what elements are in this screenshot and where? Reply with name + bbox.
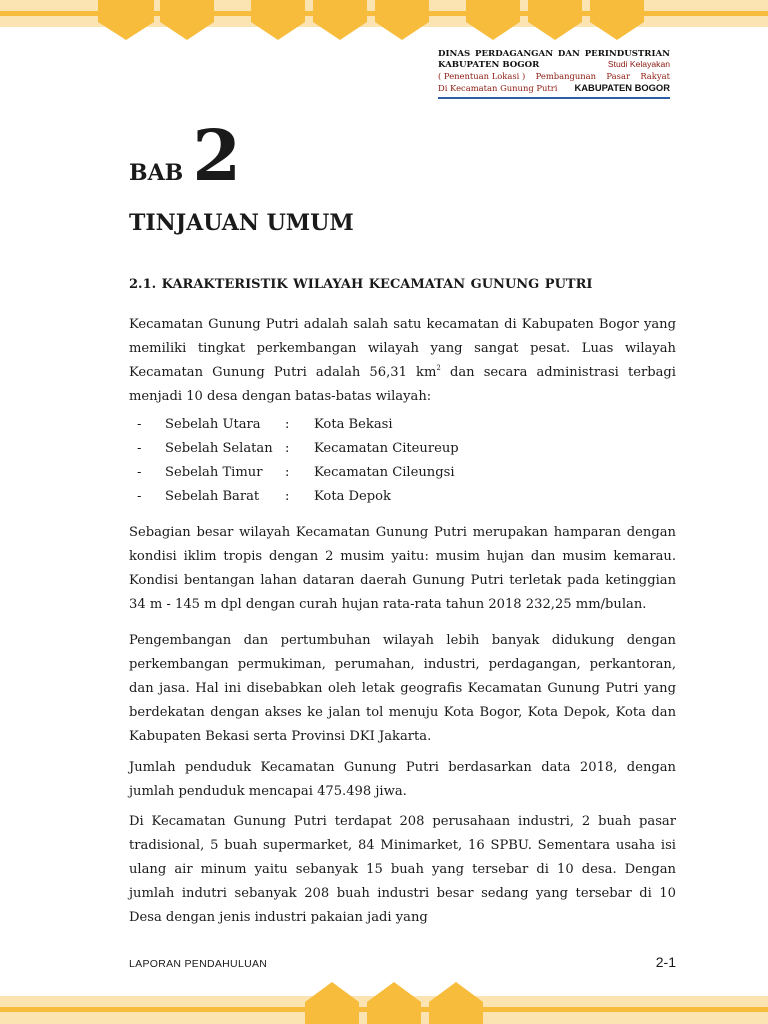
boundary-item-east: - Sebelah Timur : Kecamatan Cileungsi	[137, 465, 455, 480]
boundary-item-west: - Sebelah Barat : Kota Depok	[137, 489, 391, 504]
boundary-item-north: - Sebelah Utara : Kota Bekasi	[137, 417, 393, 432]
boundary-item-south: - Sebelah Selatan : Kecamatan Citeureup	[137, 441, 459, 456]
subtitle-line: ( Penentuan Lokasi ) Pembangunan Pasar Rakyat	[438, 71, 670, 81]
paragraph-area: Kecamatan Gunung Putri adalah salah satu kecamatan di Kabupaten Bogor yang memiliki tingkat perkembangan wilayah yang sangat pesat. Luas wilayah Kecamatan Gunung Putri adalah 56,31 $km^2$ dan secara administrasi terbagi menjadi 10 desa dengan batas-batas wilayah:	[129, 317, 676, 404]
footer-report-title: LAPORAN PENDAHULUAN	[129, 958, 268, 970]
section-heading: 2.1. KARAKTERISTIK WILAYAH KECAMATAN GUNUNG PUTRI	[129, 277, 593, 292]
chapter-title: TINJAUAN UMUM	[129, 210, 354, 236]
boundary-list	[129, 413, 676, 509]
paragraph-climate: Sebagian besar wilayah Kecamatan Gunung Putri merupakan hamparan dengan kondisi iklim tropis dengan 2 musim yaitu: musim hujan dan musim kemarau. Kondisi bentangan lahan dataran daerah Gunung Putri terletak pada ketinggian 34 m - 145 m dpl dengan curah hujan rata-rata tahun 2018 232,25 mm/bulan.	[129, 525, 676, 612]
header-rule	[438, 97, 670, 99]
running-header	[438, 49, 670, 94]
agency-line-2: KABUPATEN BOGOR Studi Kelayakan	[438, 59, 670, 70]
paragraph-population: Jumlah penduduk Kecamatan Gunung Putri berdasarkan data 2018, dengan jumlah penduduk mencapai 475.498 jiwa.	[129, 760, 676, 799]
top-decorative-band	[0, 0, 768, 46]
chapter-label	[129, 114, 242, 197]
paragraph-development: Pengembangan dan pertumbuhan wilayah lebih banyak didukung dengan perkembangan permukiman, perumahan, industri, perdagangan, perkantoran, dan jasa. Hal ini disebabkan oleh letak geografis Kecamatan Gunung Putri yang berdekatan dengan akses ke jalan tol menuju Kota Bogor, Kota Depok, Kota dan Kabupaten Bekasi serta Provinsi DKI Jakarta.	[129, 633, 676, 744]
agency-line-1: DINAS PERDAGANGAN DAN PERINDUSTRIAN	[438, 49, 670, 59]
region-label: KABUPATEN BOGOR	[574, 82, 670, 93]
bottom-decorative-band	[0, 976, 768, 1024]
chapter-number: 2	[192, 114, 242, 197]
superscript-two: 2	[436, 364, 441, 372]
location-line: Di Kecamatan Gunung Putri KABUPATEN BOGOR	[438, 82, 670, 93]
study-label: Studi Kelayakan	[607, 59, 670, 69]
page-number: 2-1	[655, 954, 676, 970]
chapter-word: BAB	[129, 160, 184, 186]
paragraph-industry: Di Kecamatan Gunung Putri terdapat 208 perusahaan industri, 2 buah pasar tradisional, 5 buah supermarket, 84 Minimarket, 16 SPBU. Sementara usaha isi ulang air minum yaitu sebanyak 15 buah yang tersebar di 10 desa. Dengan jumlah indutri sebanyak 208 buah industri besar sedang yang tersebar di 10 Desa dengan jenis industri pakaian jadi yang	[129, 814, 676, 925]
